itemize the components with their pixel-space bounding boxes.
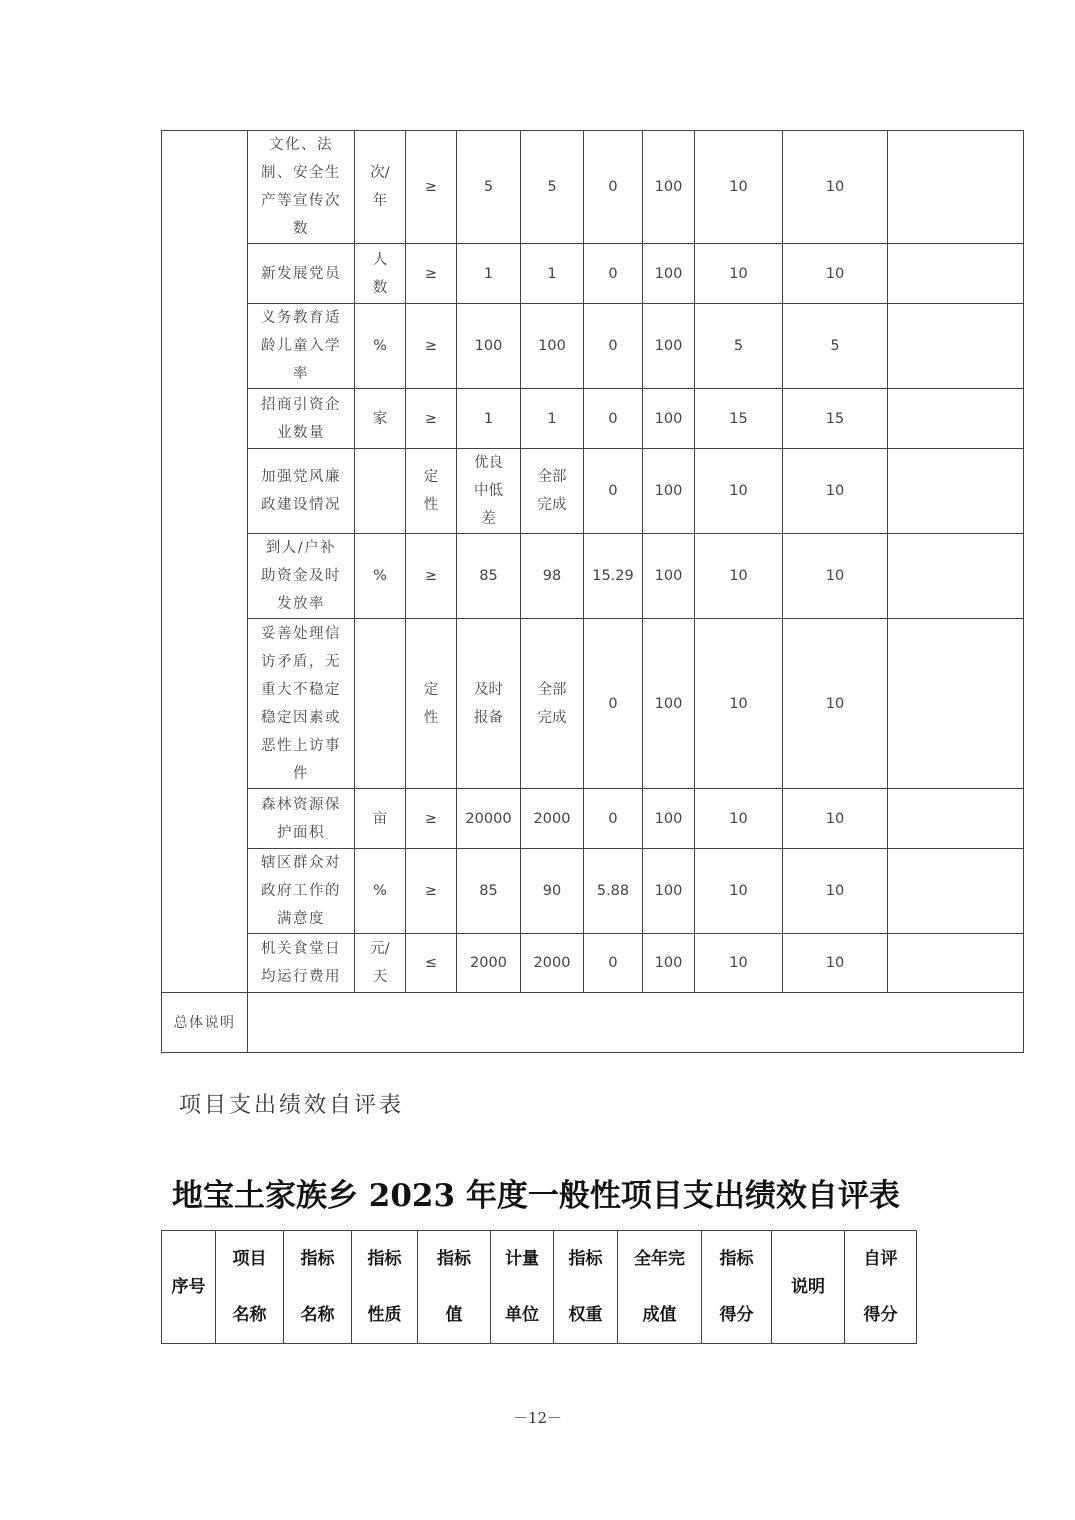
header-indicator-score: 指标得分 — [702, 1231, 772, 1344]
weight-cell: 10 — [695, 131, 783, 244]
target-value-cell: 1 — [457, 244, 521, 304]
weight-cell: 10 — [695, 449, 783, 534]
header-remarks: 说明 — [772, 1231, 845, 1344]
header-project-name: 项目名称 — [216, 1231, 284, 1344]
actual-value-cell: 1 — [521, 244, 584, 304]
target-value-cell: 及时报备 — [457, 619, 521, 789]
unit-cell: 家 — [355, 389, 406, 449]
table-row — [162, 619, 1024, 789]
operator-cell: ≥ — [406, 131, 457, 244]
operator-cell: 定性 — [406, 619, 457, 789]
unit-cell: 次/年 — [355, 131, 406, 244]
header-indicator-weight: 指标权重 — [554, 1231, 618, 1344]
rate-cell: 100 — [643, 449, 695, 534]
unit-cell: 亩 — [355, 789, 406, 849]
indicator-name-cell: 新发展党员 — [248, 244, 355, 304]
indicator-name-cell: 森林资源保护面积 — [248, 789, 355, 849]
indicator-name-cell: 文化、法制、安全生产等宣传次数 — [248, 131, 355, 244]
rate-cell: 100 — [643, 304, 695, 389]
indicator-name-cell: 妥善处理信访矛盾，无重大不稳定稳定因素或恶性上访事件 — [248, 619, 355, 789]
remark-cell — [888, 131, 1024, 244]
header-unit: 计量单位 — [491, 1231, 554, 1344]
target-value-cell: 5 — [457, 131, 521, 244]
operator-cell: ≥ — [406, 244, 457, 304]
rate-cell: 100 — [643, 389, 695, 449]
actual-value-cell: 98 — [521, 534, 584, 619]
weight-cell: 10 — [695, 244, 783, 304]
score-cell: 10 — [783, 619, 888, 789]
table-row — [162, 304, 1024, 389]
actual-value-cell: 5 — [521, 131, 584, 244]
performance-table-continued — [161, 130, 1024, 1053]
indicator-name-cell: 到人/户补助资金及时发放率 — [248, 534, 355, 619]
rate-cell: 100 — [643, 934, 695, 993]
unit-cell — [355, 619, 406, 789]
score-cell: 10 — [783, 534, 888, 619]
remark-cell — [888, 789, 1024, 849]
remark-cell — [888, 449, 1024, 534]
actual-value-cell: 90 — [521, 849, 584, 934]
operator-cell: ≥ — [406, 849, 457, 934]
rate-cell: 100 — [643, 534, 695, 619]
summary-content-cell — [248, 993, 1024, 1053]
project-expenditure-header-table — [161, 1230, 917, 1344]
weight-cell: 5 — [695, 304, 783, 389]
deviation-cell: 0 — [584, 789, 643, 849]
score-cell: 5 — [783, 304, 888, 389]
actual-value-cell: 1 — [521, 389, 584, 449]
weight-cell: 15 — [695, 389, 783, 449]
remark-cell — [888, 849, 1024, 934]
header-indicator-value: 指标值 — [418, 1231, 491, 1344]
score-cell: 10 — [783, 449, 888, 534]
weight-cell: 10 — [695, 789, 783, 849]
unit-cell: % — [355, 849, 406, 934]
rate-cell: 100 — [643, 849, 695, 934]
target-value-cell: 85 — [457, 534, 521, 619]
target-value-cell: 优良中低差 — [457, 449, 521, 534]
target-value-cell: 100 — [457, 304, 521, 389]
operator-cell: ≥ — [406, 389, 457, 449]
header-row — [162, 1231, 917, 1344]
score-cell: 10 — [783, 244, 888, 304]
header-indicator-nature: 指标性质 — [352, 1231, 418, 1344]
actual-value-cell: 2000 — [521, 789, 584, 849]
indicator-name-cell: 加强党风廉政建设情况 — [248, 449, 355, 534]
remark-cell — [888, 934, 1024, 993]
target-value-cell: 85 — [457, 849, 521, 934]
indicator-name-cell: 机关食堂日均运行费用 — [248, 934, 355, 993]
indicator-name-cell: 辖区群众对政府工作的满意度 — [248, 849, 355, 934]
rate-cell: 100 — [643, 244, 695, 304]
score-cell: 15 — [783, 389, 888, 449]
table-row — [162, 244, 1024, 304]
weight-cell: 10 — [695, 619, 783, 789]
unit-cell: 元/天 — [355, 934, 406, 993]
deviation-cell: 0 — [584, 934, 643, 993]
deviation-cell: 15.29 — [584, 534, 643, 619]
weight-cell: 10 — [695, 849, 783, 934]
weight-cell: 10 — [695, 534, 783, 619]
operator-cell: ≥ — [406, 534, 457, 619]
deviation-cell: 0 — [584, 619, 643, 789]
deviation-cell: 5.88 — [584, 849, 643, 934]
target-value-cell: 20000 — [457, 789, 521, 849]
main-title: 地宝土家族乡 2023 年度一般性项目支出绩效自评表 — [172, 1178, 900, 1214]
deviation-cell: 0 — [584, 449, 643, 534]
target-value-cell: 1 — [457, 389, 521, 449]
table-row — [162, 934, 1024, 993]
section-subtitle: 项目支出绩效自评表 — [179, 1093, 405, 1118]
unit-cell: % — [355, 304, 406, 389]
header-annual-completion: 全年完成值 — [618, 1231, 702, 1344]
remark-cell — [888, 534, 1024, 619]
unit-cell: % — [355, 534, 406, 619]
indicator-name-cell: 招商引资企业数量 — [248, 389, 355, 449]
deviation-cell: 0 — [584, 389, 643, 449]
header-indicator-name: 指标名称 — [284, 1231, 352, 1344]
table-row — [162, 789, 1024, 849]
target-value-cell: 2000 — [457, 934, 521, 993]
indicator-name-cell: 义务教育适龄儿童入学率 — [248, 304, 355, 389]
score-cell: 10 — [783, 131, 888, 244]
deviation-cell: 0 — [584, 131, 643, 244]
deviation-cell: 0 — [584, 244, 643, 304]
header-self-score: 自评得分 — [845, 1231, 917, 1344]
deviation-cell: 0 — [584, 304, 643, 389]
header-serial-number: 序号 — [162, 1231, 216, 1344]
summary-row — [162, 993, 1024, 1053]
score-cell: 10 — [783, 789, 888, 849]
remark-cell — [888, 619, 1024, 789]
table-row — [162, 849, 1024, 934]
remark-cell — [888, 304, 1024, 389]
table-row — [162, 389, 1024, 449]
rate-cell: 100 — [643, 131, 695, 244]
unit-cell — [355, 449, 406, 534]
table-row — [162, 131, 1024, 244]
actual-value-cell: 全部完成 — [521, 619, 584, 789]
remark-cell — [888, 389, 1024, 449]
actual-value-cell: 100 — [521, 304, 584, 389]
category-cell-blank — [162, 131, 248, 993]
operator-cell: ≤ — [406, 934, 457, 993]
operator-cell: ≥ — [406, 789, 457, 849]
table-row — [162, 449, 1024, 534]
actual-value-cell: 全部完成 — [521, 449, 584, 534]
score-cell: 10 — [783, 934, 888, 993]
rate-cell: 100 — [643, 619, 695, 789]
page-number: －12－ — [512, 1409, 563, 1427]
unit-cell: 人数 — [355, 244, 406, 304]
operator-cell: ≥ — [406, 304, 457, 389]
remark-cell — [888, 244, 1024, 304]
score-cell: 10 — [783, 849, 888, 934]
actual-value-cell: 2000 — [521, 934, 584, 993]
table-row — [162, 534, 1024, 619]
summary-label: 总体说明 — [162, 993, 248, 1053]
rate-cell: 100 — [643, 789, 695, 849]
weight-cell: 10 — [695, 934, 783, 993]
operator-cell: 定性 — [406, 449, 457, 534]
